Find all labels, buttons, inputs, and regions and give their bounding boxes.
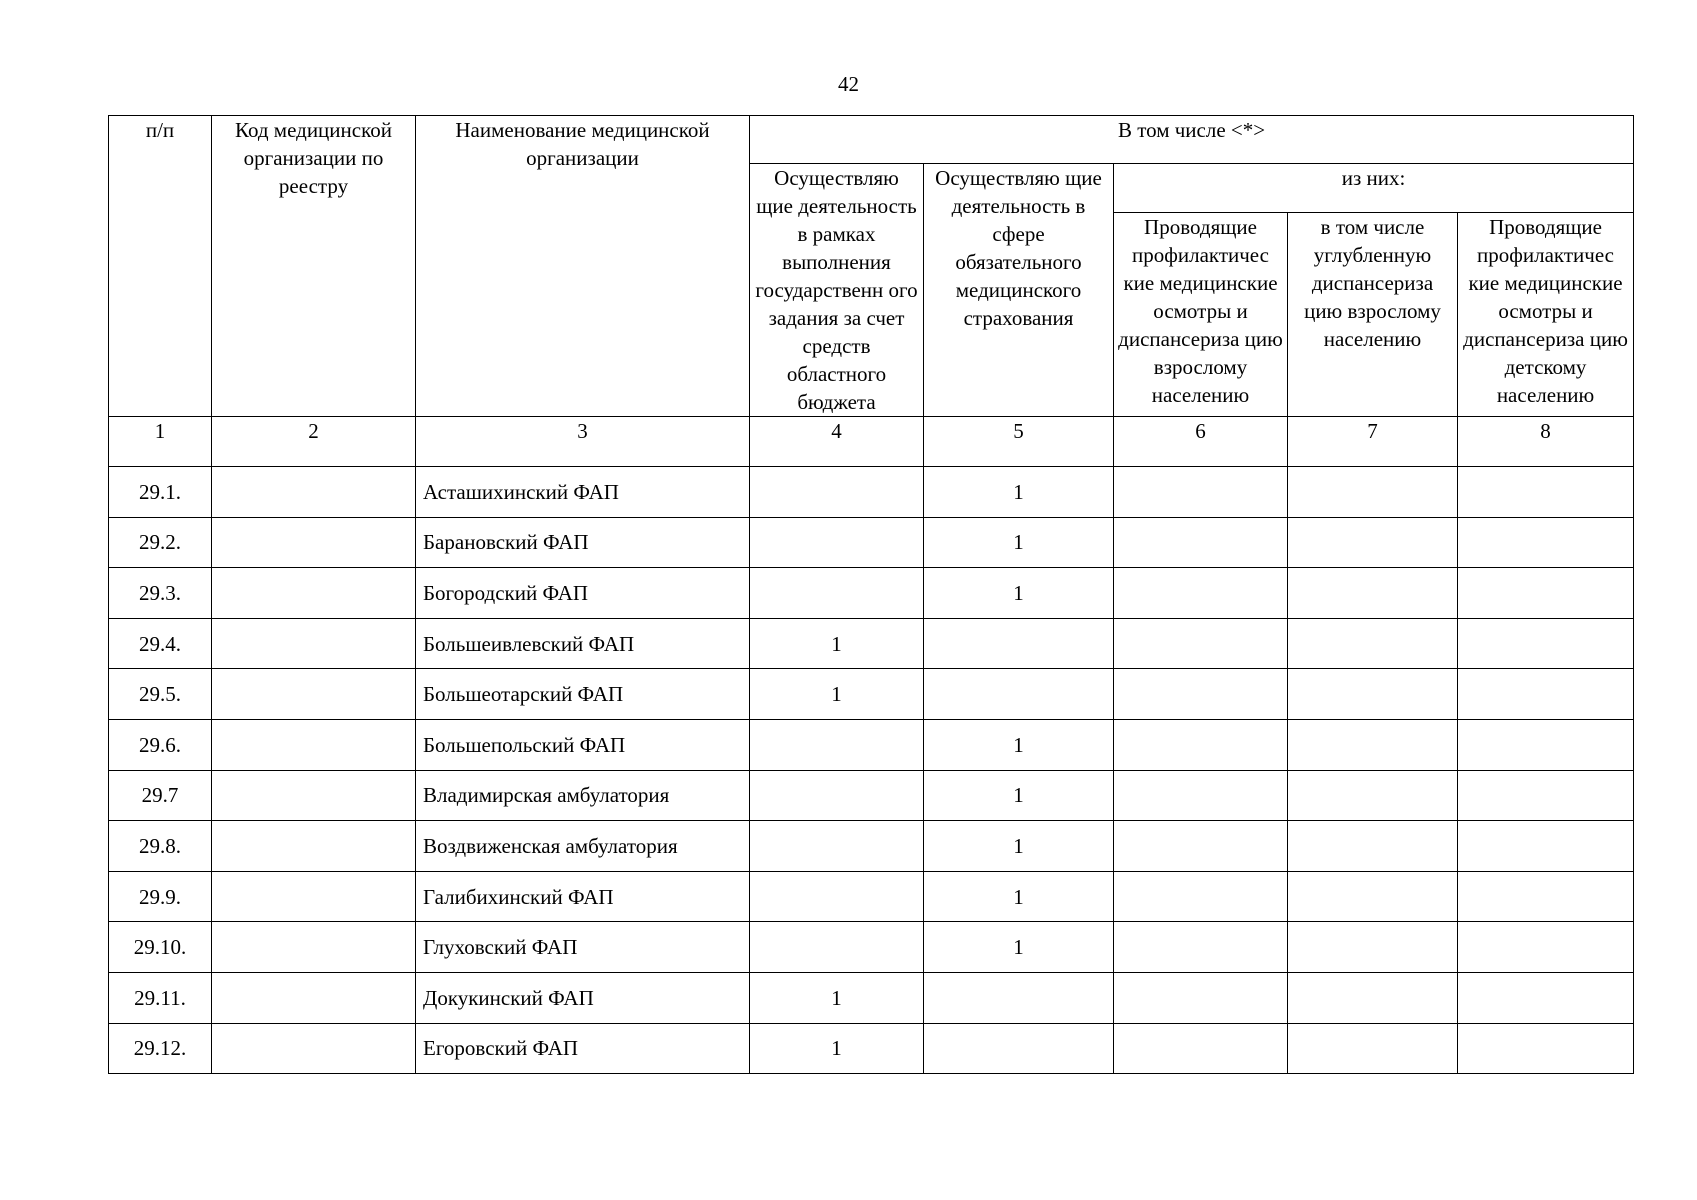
in-depth-exams-value [1288, 467, 1458, 518]
state-assignment-value: 1 [750, 669, 924, 720]
table-row [109, 770, 1634, 821]
table-row [109, 972, 1634, 1023]
in-depth-exams-value [1288, 922, 1458, 973]
child-exams-value [1458, 517, 1634, 568]
child-exams-value [1458, 669, 1634, 720]
adult-exams-value [1114, 568, 1288, 619]
in-depth-exams-value [1288, 618, 1458, 669]
organization-name: Галибихинский ФАП [416, 871, 750, 922]
child-exams-value [1458, 871, 1634, 922]
mandatory-insurance-value: 1 [924, 770, 1114, 821]
registry-code [212, 669, 416, 720]
registry-code [212, 770, 416, 821]
state-assignment-value [750, 871, 924, 922]
row-number: 29.11. [109, 972, 212, 1023]
table-row [109, 719, 1634, 770]
child-exams-value [1458, 821, 1634, 872]
child-exams-value [1458, 1023, 1634, 1074]
adult-exams-value [1114, 669, 1288, 720]
header-including-group: В том числе <*> [750, 116, 1634, 164]
row-number: 29.3. [109, 568, 212, 619]
state-assignment-value: 1 [750, 1023, 924, 1074]
registry-code [212, 467, 416, 518]
organization-name: Глуховский ФАП [416, 922, 750, 973]
row-number: 29.12. [109, 1023, 212, 1074]
header-state-assignment: Осуществляю щие деятельность в рамках выполнения государственн ого задания за счет средств областного бюджета [750, 164, 924, 417]
header-row-number: п/п [109, 116, 212, 417]
in-depth-exams-value [1288, 871, 1458, 922]
organization-name: Барановский ФАП [416, 517, 750, 568]
registry-code [212, 1023, 416, 1074]
adult-exams-value [1114, 972, 1288, 1023]
column-number: 1 [109, 417, 212, 467]
column-number: 6 [1114, 417, 1288, 467]
organization-name: Владимирская амбулатория [416, 770, 750, 821]
state-assignment-value [750, 821, 924, 872]
mandatory-insurance-value: 1 [924, 871, 1114, 922]
row-number: 29.1. [109, 467, 212, 518]
row-number: 29.8. [109, 821, 212, 872]
column-number: 2 [212, 417, 416, 467]
row-number: 29.2. [109, 517, 212, 568]
header-registry-code: Код медицинской организации по реестру [212, 116, 416, 417]
registry-code [212, 517, 416, 568]
adult-exams-value [1114, 922, 1288, 973]
in-depth-exams-value [1288, 719, 1458, 770]
mandatory-insurance-value: 1 [924, 719, 1114, 770]
child-exams-value [1458, 972, 1634, 1023]
column-numbers-row [109, 417, 1634, 467]
registry-code [212, 972, 416, 1023]
row-number: 29.6. [109, 719, 212, 770]
mandatory-insurance-value: 1 [924, 922, 1114, 973]
state-assignment-value [750, 922, 924, 973]
state-assignment-value [750, 770, 924, 821]
table-row [109, 871, 1634, 922]
in-depth-exams-value [1288, 517, 1458, 568]
medical-organizations-table [108, 115, 1634, 1074]
table-row [109, 618, 1634, 669]
state-assignment-value [750, 719, 924, 770]
table-row [109, 669, 1634, 720]
registry-code [212, 618, 416, 669]
adult-exams-value [1114, 517, 1288, 568]
table-row [109, 568, 1634, 619]
adult-exams-value [1114, 618, 1288, 669]
adult-exams-value [1114, 1023, 1288, 1074]
in-depth-exams-value [1288, 1023, 1458, 1074]
state-assignment-value [750, 517, 924, 568]
in-depth-exams-value [1288, 669, 1458, 720]
child-exams-value [1458, 922, 1634, 973]
organization-name: Воздвиженская амбулатория [416, 821, 750, 872]
mandatory-insurance-value: 1 [924, 568, 1114, 619]
adult-exams-value [1114, 821, 1288, 872]
header-mandatory-insurance: Осуществляю щие деятельность в сфере обязательного медицинского страхования [924, 164, 1114, 417]
child-exams-value [1458, 568, 1634, 619]
in-depth-exams-value [1288, 821, 1458, 872]
organization-name: Большеотарский ФАП [416, 669, 750, 720]
adult-exams-value [1114, 871, 1288, 922]
mandatory-insurance-value [924, 972, 1114, 1023]
column-number: 4 [750, 417, 924, 467]
mandatory-insurance-value [924, 1023, 1114, 1074]
row-number: 29.7 [109, 770, 212, 821]
in-depth-exams-value [1288, 972, 1458, 1023]
header-in-depth-exams: в том числе углубленную диспансериза цию взрослому населению [1288, 213, 1458, 417]
child-exams-value [1458, 719, 1634, 770]
child-exams-value [1458, 467, 1634, 518]
adult-exams-value [1114, 770, 1288, 821]
table-header [109, 116, 1634, 417]
table-row [109, 467, 1634, 518]
mandatory-insurance-value [924, 618, 1114, 669]
header-child-exams: Проводящие профилактичес кие медицинские осмотры и диспансериза цию детскому населению [1458, 213, 1634, 417]
state-assignment-value [750, 467, 924, 518]
state-assignment-value: 1 [750, 972, 924, 1023]
mandatory-insurance-value [924, 669, 1114, 720]
row-number: 29.9. [109, 871, 212, 922]
mandatory-insurance-value: 1 [924, 467, 1114, 518]
column-number: 3 [416, 417, 750, 467]
mandatory-insurance-value: 1 [924, 517, 1114, 568]
header-organization-name: Наименование медицинской организации [416, 116, 750, 417]
child-exams-value [1458, 770, 1634, 821]
column-number: 5 [924, 417, 1114, 467]
state-assignment-value [750, 568, 924, 619]
adult-exams-value [1114, 467, 1288, 518]
registry-code [212, 821, 416, 872]
organization-name: Большепольский ФАП [416, 719, 750, 770]
row-number: 29.10. [109, 922, 212, 973]
mandatory-insurance-value: 1 [924, 821, 1114, 872]
in-depth-exams-value [1288, 770, 1458, 821]
column-number: 8 [1458, 417, 1634, 467]
adult-exams-value [1114, 719, 1288, 770]
organization-name: Докукинский ФАП [416, 972, 750, 1023]
registry-code [212, 871, 416, 922]
state-assignment-value: 1 [750, 618, 924, 669]
table-row [109, 821, 1634, 872]
registry-code [212, 719, 416, 770]
child-exams-value [1458, 618, 1634, 669]
table-row [109, 1023, 1634, 1074]
organization-name: Богородский ФАП [416, 568, 750, 619]
header-adult-exams: Проводящие профилактичес кие медицинские осмотры и диспансериза цию взрослому населению [1114, 213, 1288, 417]
column-number: 7 [1288, 417, 1458, 467]
in-depth-exams-value [1288, 568, 1458, 619]
registry-code [212, 922, 416, 973]
row-number: 29.5. [109, 669, 212, 720]
organization-name: Большеивлевский ФАП [416, 618, 750, 669]
row-number: 29.4. [109, 618, 212, 669]
table-row [109, 922, 1634, 973]
table-row [109, 517, 1634, 568]
header-of-them-group: из них: [1114, 164, 1634, 213]
organization-name: Асташихинский ФАП [416, 467, 750, 518]
page-number: 42 [838, 72, 859, 96]
organization-name: Егоровский ФАП [416, 1023, 750, 1074]
registry-code [212, 568, 416, 619]
